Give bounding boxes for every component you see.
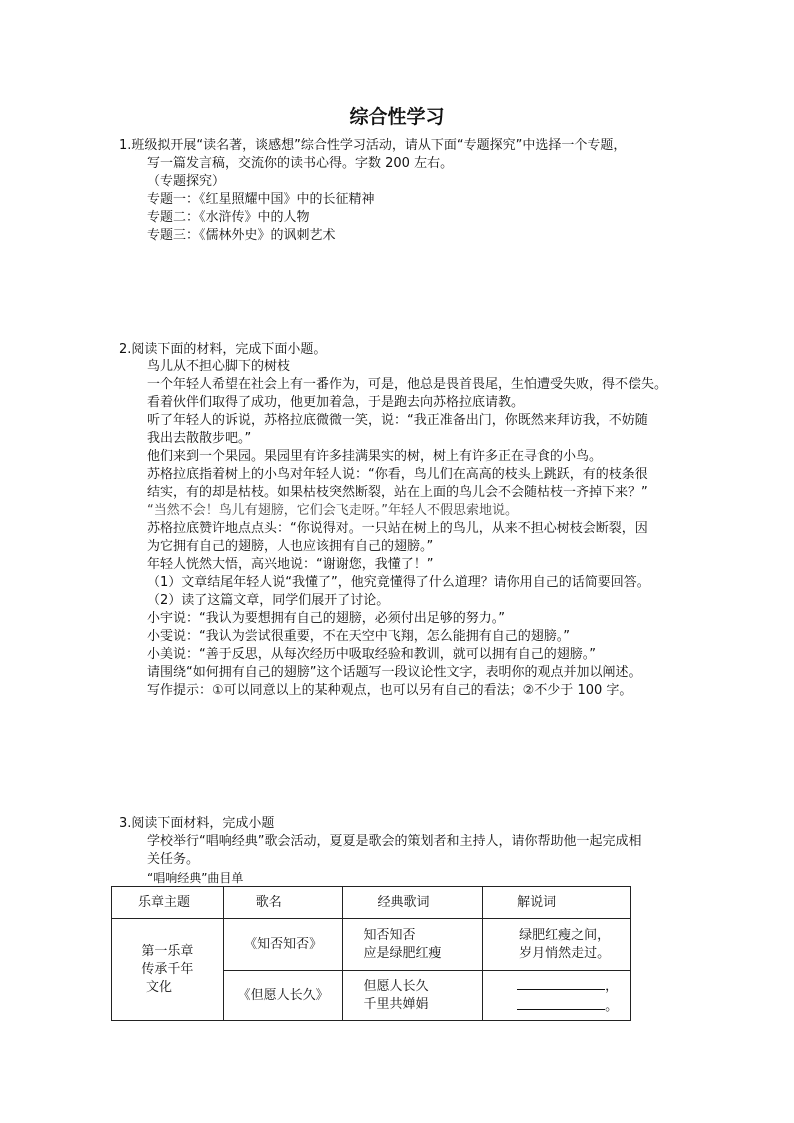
theme-line: 传承千年 xyxy=(141,961,194,977)
blank-punct: 。 xyxy=(605,998,619,1014)
song-name: 《知否知否》 xyxy=(223,919,343,971)
header-commentary: 解说词 xyxy=(483,887,631,919)
story-line: 年轻人恍然大悟，高兴地说：“谢谢您，我懂了！” xyxy=(147,557,434,572)
story-line: 听了年轻人的诉说，苏格拉底微微一笑，说：“我正准备出门，你既然来拜访我，不妨随 xyxy=(147,413,648,428)
writing-tips: 写作提示：①可以同意以上的某种观点，也可以另有自己的看法；②不少于 100 字。 xyxy=(147,683,633,698)
commentary-line: 绿肥红瘦之间， xyxy=(519,927,611,943)
table-row xyxy=(112,919,631,971)
story-line: 看着伙伴们取得了成功，他更加着急，于是跑去向苏格拉底请教。 xyxy=(147,395,525,410)
question-3-intro: 3.阅读下面材料，完成小题 xyxy=(119,816,275,831)
question-3-line-1: 学校举行“唱响经典”歌会活动，夏夏是歌会的策划者和主持人，请你帮助他一起完成相 xyxy=(147,834,642,849)
blank-punct: ， xyxy=(605,978,619,994)
story-line: 苏格拉底赞许地点点头：“你说得对。一只站在树上的鸟儿，从来不担心树枝会断裂，因 xyxy=(147,521,648,536)
question-1-line-1: 1.班级拟开展“读名著，谈感想”综合性学习活动，请从下面“专题探究”中选择一个专题， xyxy=(119,138,627,153)
song-name: 《但愿人长久》 xyxy=(223,971,343,1021)
header-lyrics: 经典歌词 xyxy=(343,887,483,919)
theme-line: 第一乐章 xyxy=(141,943,194,959)
question-1-line-2: 写一篇发言稿，交流你的读书心得。字数 200 左右。 xyxy=(147,156,454,171)
header-song: 歌名 xyxy=(223,887,343,919)
lyric-line: 但愿人长久 xyxy=(363,978,429,994)
header-theme: 乐章主题 xyxy=(112,887,224,919)
discussion-line: 小雯说：“我认为尝试很重要，不在天空中飞翔，怎么能拥有自己的翅膀。” xyxy=(147,629,570,644)
writing-prompt: 请围绕“如何拥有自己的翅膀”这个话题写一段议论性文字，表明你的观点并加以阐述。 xyxy=(147,665,642,680)
theme-cell xyxy=(112,919,224,1021)
lyric-line: 知否知否 xyxy=(363,927,416,943)
story-line: 为它拥有自己的翅膀，人也应该拥有自己的翅膀。” xyxy=(147,539,434,554)
table-header-row xyxy=(112,887,631,919)
topic-item: 专题二：《水浒传》中的人物 xyxy=(147,210,310,225)
answer-blank[interactable] xyxy=(517,996,605,1010)
topic-item: 专题一：《红星照耀中国》中的长征精神 xyxy=(147,192,375,207)
discussion-line: 小美说：“善于反思，从每次经历中吸取经验和教训，就可以拥有自己的翅膀。” xyxy=(147,647,596,662)
story-title: 鸟儿从不担心脚下的树枝 xyxy=(147,359,291,374)
story-line: 苏格拉底指着树上的小鸟对年轻人说：“你看，鸟儿们在高高的枝头上跳跃，有的枝条很 xyxy=(147,467,648,482)
song-list-table xyxy=(111,886,631,1021)
story-line: 我出去散散步吧。” xyxy=(147,431,252,446)
story-line: 结实，有的却是枯枝。如果枯枝突然断裂，站在上面的鸟儿会不会随枯枝一齐掉下来？” xyxy=(147,485,648,500)
lyrics-cell xyxy=(343,971,483,1021)
story-line: “当然不会！鸟儿有翅膀，它们会飞走呀。”年轻人不假思索地说。 xyxy=(147,503,518,518)
sub-question-2: （2）读了这篇文章，同学们展开了讨论。 xyxy=(147,593,390,608)
lyric-line: 应是绿肥红瘦 xyxy=(363,945,442,961)
commentary-cell xyxy=(483,919,631,971)
question-2-intro: 2.阅读下面的材料，完成下面小题。 xyxy=(119,342,327,357)
topic-header: （专题探究） xyxy=(147,174,226,189)
commentary-line: 岁月悄然走过。 xyxy=(519,945,611,961)
theme-line: 文化 xyxy=(146,979,173,995)
commentary-blank-cell xyxy=(483,971,631,1021)
lyric-line: 千里共婵娟 xyxy=(363,996,429,1012)
question-3-line-2: 关任务。 xyxy=(147,852,200,867)
story-line: 一个年轻人希望在社会上有一番作为，可是，他总是畏首畏尾，生怕遭受失败，得不偿失。 xyxy=(147,377,668,392)
story-line: 他们来到一个果园。果园里有许多挂满果实的树，树上有许多正在寻食的小鸟。 xyxy=(147,449,603,464)
discussion-line: 小宇说：“我认为要想拥有自己的翅膀，必须付出足够的努力。” xyxy=(147,611,505,626)
answer-blank[interactable] xyxy=(517,976,605,990)
topic-item: 专题三：《儒林外史》的讽刺艺术 xyxy=(147,228,336,243)
table-caption: “唱响经典”曲目单 xyxy=(147,871,244,885)
page-title: 综合性学习 xyxy=(349,106,445,128)
sub-question-1: （1）文章结尾年轻人说“我懂了”，他究竟懂得了什么道理？请你用自己的话简要回答。 xyxy=(147,575,650,590)
lyrics-cell xyxy=(343,919,483,971)
